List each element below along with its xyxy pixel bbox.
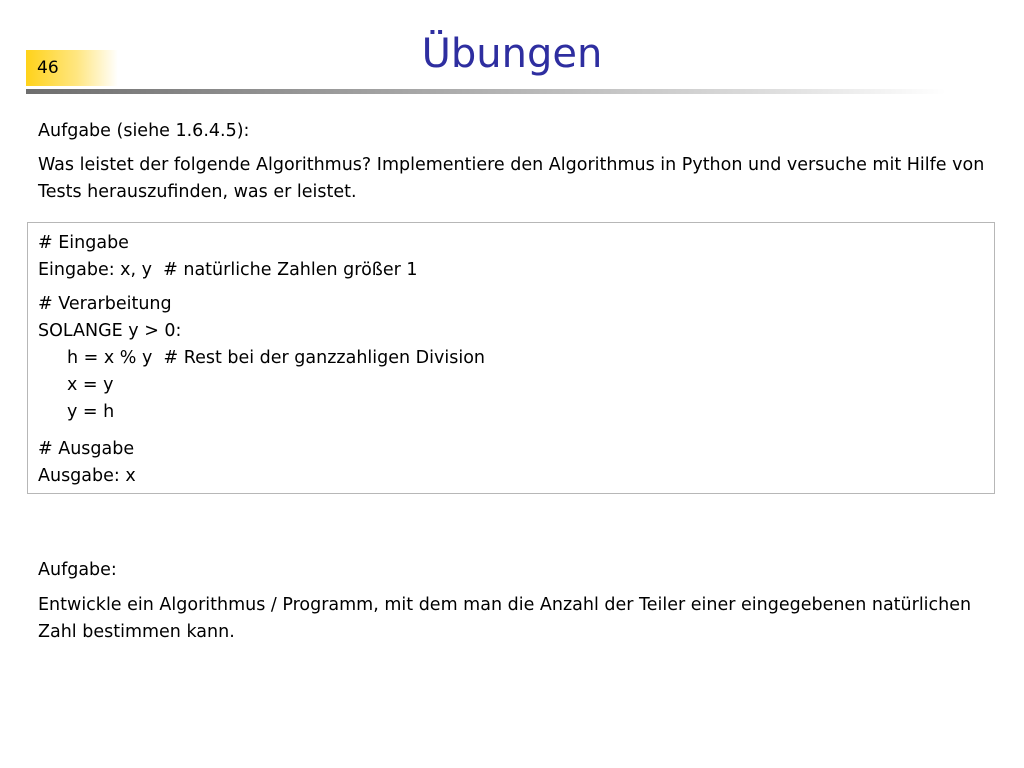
algorithm-process-section bbox=[38, 291, 485, 426]
task2-description: Entwickle ein Algorithmus / Programm, mit dem man die Anzahl der Teiler einer eingegebenen natürlichen Zahl bestimmen kann. bbox=[38, 595, 972, 642]
algorithm-output-section bbox=[38, 436, 136, 490]
output-line: Ausgabe: x bbox=[38, 466, 136, 486]
algorithm-box bbox=[27, 222, 995, 494]
output-comment: # Ausgabe bbox=[38, 439, 135, 459]
process-comment: # Verarbeitung bbox=[38, 294, 172, 314]
task1-heading: Aufgabe (siehe 1.6.4.5): bbox=[38, 121, 250, 141]
input-comment: # Eingabe bbox=[38, 233, 129, 253]
task2-heading: Aufgabe: bbox=[38, 560, 117, 580]
loop-body-line: x = y bbox=[67, 375, 114, 395]
slide-number: 46 bbox=[37, 58, 59, 78]
input-line: Eingabe: x, y # natürliche Zahlen größer 1 bbox=[38, 260, 418, 280]
title-divider bbox=[26, 89, 946, 94]
slide-title: Übungen bbox=[421, 31, 603, 77]
algorithm-input-section bbox=[38, 230, 418, 284]
loop-header: SOLANGE y > 0: bbox=[38, 321, 182, 341]
task1-description: Was leistet der folgende Algorithmus? Implementiere den Algorithmus in Python und versuche mit Hilfe von Tests herauszufinden, was er leistet. bbox=[38, 155, 985, 202]
loop-body-line: y = h bbox=[67, 402, 115, 422]
loop-body-line: h = x % y # Rest bei der ganzzahligen Division bbox=[67, 348, 486, 368]
